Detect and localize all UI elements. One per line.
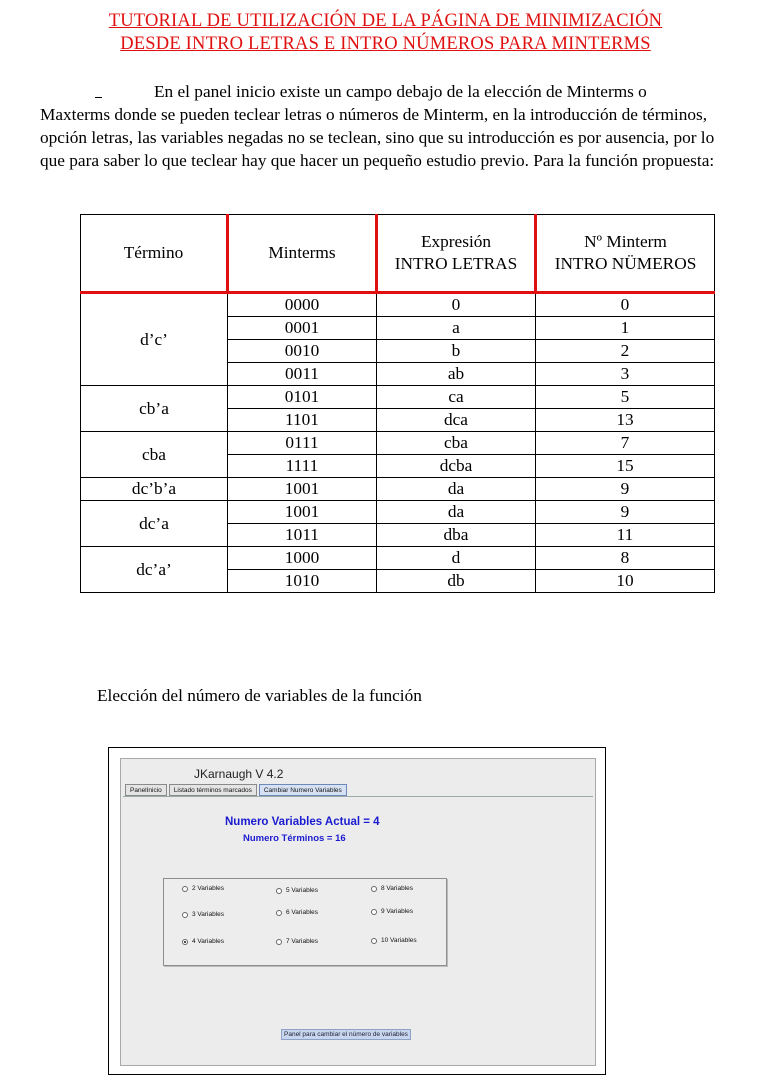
- table-row: [81, 432, 715, 455]
- minterm-cell: 0000: [228, 293, 377, 317]
- header-minterms: Minterms: [228, 215, 377, 293]
- header-numero-line1: Nº Minterm: [584, 232, 667, 251]
- app-title: JKarnaugh V 4.2: [194, 767, 284, 781]
- number-cell: 3: [536, 363, 715, 386]
- letters-cell: 0: [377, 293, 536, 317]
- minterm-cell: 0001: [228, 317, 377, 340]
- letters-cell: d: [377, 547, 536, 570]
- minterm-cell: 1011: [228, 524, 377, 547]
- letters-cell: da: [377, 501, 536, 524]
- radio-label: 9 Variables: [381, 908, 414, 915]
- status-label: Panel para cambiar el número de variables: [281, 1029, 411, 1040]
- minterm-cell: 1000: [228, 547, 377, 570]
- minterm-cell: 0111: [228, 432, 377, 455]
- term-cell: d’c’: [81, 293, 228, 386]
- letters-cell: db: [377, 570, 536, 593]
- minterm-cell: 0101: [228, 386, 377, 409]
- number-cell: 0: [536, 293, 715, 317]
- letters-cell: dba: [377, 524, 536, 547]
- header-expresion-line1: Expresión: [420, 232, 492, 251]
- number-cell: 13: [536, 409, 715, 432]
- radio-unchecked-icon[interactable]: [276, 939, 282, 945]
- radio-option[interactable]: [276, 938, 318, 945]
- letters-cell: dca: [377, 409, 536, 432]
- radio-option[interactable]: [276, 909, 318, 916]
- minterm-cell: 1001: [228, 478, 377, 501]
- letters-cell: b: [377, 340, 536, 363]
- minterm-cell: 1111: [228, 455, 377, 478]
- radio-label: 4 Variables: [192, 938, 225, 945]
- term-cell: dc’b’a: [81, 478, 228, 501]
- current-vars-label: Numero Variables Actual = 4: [225, 816, 380, 828]
- table-row: [81, 501, 715, 524]
- minterm-cell: 1101: [228, 409, 377, 432]
- radio-unchecked-icon[interactable]: [182, 912, 188, 918]
- letters-cell: cba: [377, 432, 536, 455]
- radio-label: 8 Variables: [381, 885, 414, 892]
- radio-unchecked-icon[interactable]: [276, 888, 282, 894]
- radio-unchecked-icon[interactable]: [182, 886, 188, 892]
- radio-label: 7 Variables: [286, 938, 319, 945]
- radio-label: 6 Variables: [286, 909, 319, 916]
- header-expresion-line2: INTRO LETRAS: [394, 254, 518, 273]
- radio-unchecked-icon[interactable]: [371, 886, 377, 892]
- term-cell: dc’a’: [81, 547, 228, 593]
- header-numero: [536, 215, 715, 293]
- letters-cell: ca: [377, 386, 536, 409]
- tab-divider: [123, 796, 593, 797]
- term-cell: cb’a: [81, 386, 228, 432]
- app-screenshot: [108, 747, 606, 1075]
- term-cell: dc’a: [81, 501, 228, 547]
- minterm-cell: 1010: [228, 570, 377, 593]
- table-row: [81, 293, 715, 317]
- radio-option[interactable]: [182, 885, 224, 892]
- header-numero-line2: INTRO NÜMEROS: [554, 254, 697, 273]
- minterm-cell: 0011: [228, 363, 377, 386]
- number-cell: 8: [536, 547, 715, 570]
- title-line-1: TUTORIAL DE UTILIZACIÓN DE LA PÁGINA DE MINIMIZACIÓN: [108, 11, 663, 31]
- radio-label: 2 Variables: [192, 885, 225, 892]
- term-cell: cba: [81, 432, 228, 478]
- letters-cell: ab: [377, 363, 536, 386]
- number-cell: 7: [536, 432, 715, 455]
- letters-cell: a: [377, 317, 536, 340]
- radio-option[interactable]: [371, 908, 413, 915]
- variables-radio-group: [163, 878, 447, 966]
- radio-option[interactable]: [182, 938, 224, 945]
- number-cell: 5: [536, 386, 715, 409]
- radio-label: 3 Variables: [192, 911, 225, 918]
- radio-unchecked-icon[interactable]: [371, 938, 377, 944]
- terms-table: [80, 214, 715, 593]
- app-window: [120, 758, 596, 1066]
- minterm-cell: 1001: [228, 501, 377, 524]
- number-cell: 11: [536, 524, 715, 547]
- header-termino: Término: [81, 215, 228, 293]
- number-cell: 10: [536, 570, 715, 593]
- tab-panel-inicio[interactable]: PanelInicio: [125, 784, 167, 796]
- radio-label: 10 Variables: [381, 937, 417, 944]
- radio-option[interactable]: [371, 937, 417, 944]
- minterm-cell: 0010: [228, 340, 377, 363]
- radio-checked-icon[interactable]: [182, 939, 188, 945]
- intro-paragraph: [40, 80, 730, 172]
- radio-unchecked-icon[interactable]: [371, 909, 377, 915]
- radio-label: 5 Variables: [286, 887, 319, 894]
- intro-rest: Maxterms donde se pueden teclear letras o números de Minterm, en la introducción de términos, opción letras, las variables negadas no se teclean, sino que su introducción es por ausencia, por lo que para saber lo que teclear hay que hacer un pequeño estudio previo. Para la función propuesta:: [40, 105, 715, 170]
- section-heading: Elección del número de variables de la función: [97, 686, 422, 705]
- table-row: [81, 478, 715, 501]
- tab-bar: [125, 784, 349, 796]
- tab-cambiar-variables[interactable]: Cambiar Numero Variables: [259, 784, 347, 796]
- letters-cell: dcba: [377, 455, 536, 478]
- title-line-2: DESDE INTRO LETRAS E INTRO NÚMEROS PARA MINTERMS: [120, 34, 651, 54]
- number-cell: 9: [536, 501, 715, 524]
- radio-option[interactable]: [371, 885, 413, 892]
- header-expresion: [377, 215, 536, 293]
- table-row: [81, 386, 715, 409]
- table-body: [81, 293, 715, 593]
- tab-listado-terminos[interactable]: Listado términos marcados: [169, 784, 257, 796]
- radio-unchecked-icon[interactable]: [276, 910, 282, 916]
- num-terms-label: Numero Términos = 16: [243, 833, 346, 844]
- number-cell: 15: [536, 455, 715, 478]
- number-cell: 1: [536, 317, 715, 340]
- document-title: [0, 10, 771, 56]
- number-cell: 2: [536, 340, 715, 363]
- letters-cell: da: [377, 478, 536, 501]
- radio-option[interactable]: [276, 887, 318, 894]
- radio-option[interactable]: [182, 911, 224, 918]
- intro-first-line: En el panel inicio existe un campo debajo de la elección de Minterms o: [154, 82, 647, 101]
- number-cell: 9: [536, 478, 715, 501]
- table-row: [81, 547, 715, 570]
